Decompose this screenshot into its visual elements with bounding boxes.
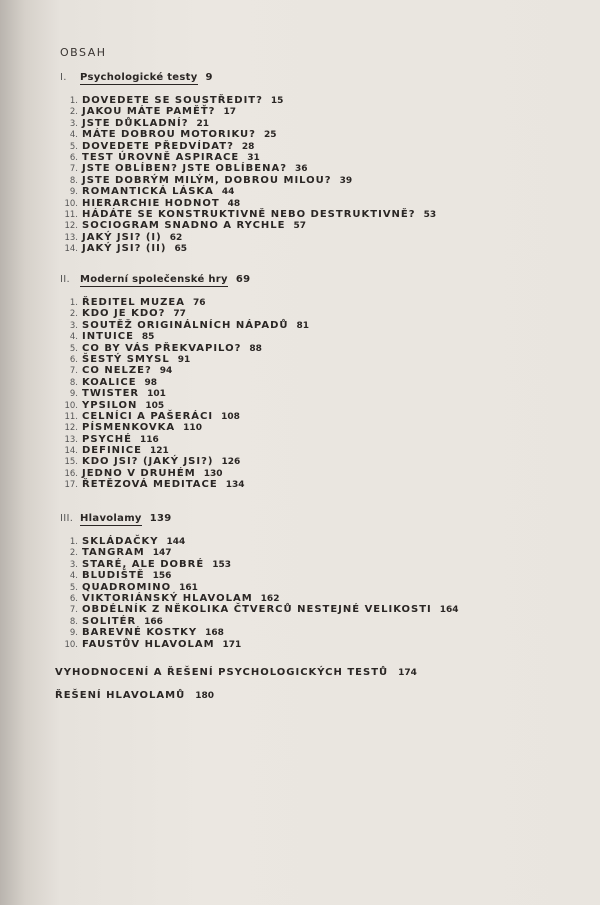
entry-title: DOVEDETE SE SOUSTŘEDIT? — [82, 95, 263, 106]
entry-number: 14. — [64, 244, 78, 255]
entry-page: 156 — [152, 571, 172, 582]
entry-page: 164 — [439, 605, 459, 616]
entry-number: 8. — [69, 616, 78, 627]
entry-page: 91 — [177, 354, 191, 365]
entry-page: 39 — [339, 175, 353, 186]
entry-title: OBDÉLNÍK Z NĚKOLIKA ČTVERCŮ NESTEJNÉ VELIKOSTI — [82, 604, 432, 616]
toc-entry — [60, 377, 309, 388]
entry-title: ROMANTICKÁ LÁSKA — [82, 186, 214, 198]
entry-title: ŠESTÝ SMYSL — [82, 353, 170, 365]
entry-number: 13. — [64, 232, 78, 243]
entry-title: CO BY VÁS PŘEKVAPILO? — [82, 342, 242, 354]
entry-title: SOLITÉR — [82, 615, 137, 627]
toc-entry — [60, 434, 309, 445]
entry-number: 4. — [69, 571, 78, 582]
entry-page: 153 — [212, 559, 231, 570]
entry-number: 10. — [64, 198, 78, 209]
page-heading: OBSAH — [60, 46, 107, 59]
entry-number: 8. — [69, 175, 78, 186]
entry-number: 9. — [69, 628, 78, 639]
entry-title: JSTE OBLÍBEN? JSTE OBLÍBENA? — [82, 163, 288, 175]
entry-title: HÁDÁTE SE KONSTRUKTIVNĚ NEBO DESTRUKTIVNĚ? — [82, 208, 416, 220]
toc-entry — [60, 209, 436, 220]
entry-page: 21 — [196, 118, 210, 129]
entry-number: 11. — [64, 209, 78, 220]
toc-entry-evaluation — [55, 667, 417, 678]
entry-title: JAKOU MÁTE PAMĚŤ? — [82, 106, 216, 118]
section-number: II. — [60, 274, 70, 285]
entry-page: 130 — [203, 468, 223, 479]
section-title — [60, 513, 459, 526]
entry-page: 98 — [144, 377, 158, 388]
entry-title: VIKTORIÁNSKÝ HLAVOLAM — [82, 592, 253, 604]
entry-title: PSYCHÉ — [82, 433, 132, 445]
entry-number: 12. — [64, 221, 78, 232]
entry-page: 53 — [423, 209, 437, 220]
entry-title: SOUTĚŽ ORIGINÁLNÍCH NÁPADŮ — [82, 319, 289, 331]
entry-title: BLUDIŠTĚ — [82, 570, 145, 582]
toc-entry — [60, 163, 436, 174]
entry-title: TEST ÚROVNĚ ASPIRACE — [82, 151, 240, 163]
section-title — [60, 72, 436, 85]
entry-title: HIERARCHIE HODNOT — [82, 197, 220, 209]
entry-title: CO NELZE? — [82, 365, 152, 377]
toc-entry — [60, 152, 436, 163]
entry-page: 171 — [222, 639, 242, 650]
entry-number: 3. — [69, 559, 78, 570]
toc-entry — [60, 320, 309, 331]
toc-entry — [60, 593, 459, 604]
entry-page: 147 — [152, 548, 172, 559]
toc-entry — [60, 468, 309, 479]
entry-number: 3. — [69, 118, 78, 129]
toc-entry — [60, 570, 459, 581]
entry-title: SOCIOGRAM SNADNO A RYCHLE — [82, 220, 286, 232]
toc-entry — [60, 308, 309, 319]
entry-page: 44 — [221, 187, 235, 198]
entry-number: 6. — [69, 354, 78, 365]
entry-page: 168 — [205, 628, 224, 639]
toc-entry — [60, 411, 309, 422]
entry-number: 10. — [64, 639, 78, 650]
entry-number: 15. — [64, 457, 78, 468]
section-title — [60, 274, 309, 287]
toc-entry — [60, 547, 459, 558]
toc-entry — [60, 639, 459, 650]
entry-page: 108 — [221, 411, 240, 422]
entry-title: JSTE DOBRÝM MILÝM, DOBROU MILOU? — [82, 174, 332, 186]
entry-number: 5. — [69, 343, 78, 354]
entry-title: KOALICE — [82, 376, 137, 388]
entry-number: 2. — [69, 548, 78, 559]
entry-page: 77 — [173, 309, 186, 320]
entry-page: 105 — [145, 400, 165, 411]
entry-title: FAUSTŮV HLAVOLAM — [82, 638, 215, 650]
toc-entry — [60, 95, 436, 106]
toc-entry — [60, 479, 309, 490]
toc-entry — [60, 118, 436, 129]
entry-number: 7. — [69, 164, 78, 175]
entry-title: BAREVNÉ KOSTKY — [82, 627, 198, 639]
toc-entry — [60, 186, 436, 197]
toc-entry — [60, 331, 309, 342]
entry-page: 36 — [295, 164, 308, 175]
toc-entry — [60, 129, 436, 140]
toc-section-3 — [60, 513, 459, 650]
entry-title: JSTE DŮKLADNÍ? — [82, 117, 189, 129]
entry-title: JAKÝ JSI? (I) — [82, 231, 162, 243]
entry-number: 8. — [69, 377, 78, 388]
section-name: Psychologické testy — [80, 72, 198, 83]
entry-page: 134 — [225, 480, 245, 491]
entry-page: 166 — [144, 616, 163, 627]
toc-section-1 — [60, 72, 436, 254]
entry-title: DOVEDETE PŘEDVÍDAT? — [82, 140, 234, 152]
section-number: I. — [60, 72, 67, 83]
entry-number: 5. — [69, 582, 78, 593]
entry-title: ŘEDITEL MUZEA — [82, 297, 185, 308]
entry-number: 13. — [64, 434, 78, 445]
toc-entry — [60, 297, 309, 308]
entry-title: JEDNO V DRUHÉM — [82, 467, 196, 479]
entry-number: 2. — [69, 309, 78, 320]
entry-title: KDO JE KDO? — [82, 308, 166, 320]
entry-page: 110 — [183, 423, 202, 434]
entry-number: 2. — [69, 107, 78, 118]
toc-entry — [60, 422, 309, 433]
entry-number: 7. — [69, 366, 78, 377]
entry-page: 25 — [263, 130, 277, 141]
entry-page: 116 — [139, 434, 159, 445]
toc-entry — [60, 456, 309, 467]
toc-entry — [60, 220, 436, 231]
entry-number: 3. — [69, 320, 78, 331]
entry-title: INTUICE — [82, 331, 134, 343]
entry-page: 144 — [166, 537, 186, 547]
toc-entry — [60, 365, 309, 376]
entry-title: TANGRAM — [82, 547, 145, 559]
entry-page: 62 — [169, 232, 183, 243]
toc-entry — [60, 106, 436, 117]
entry-number: 17. — [64, 480, 78, 491]
section-number: III. — [60, 513, 74, 524]
entry-page: 65 — [174, 244, 187, 255]
entry-number: 4. — [69, 130, 78, 141]
entry-page: 17 — [223, 107, 236, 118]
entry-title: STARÉ, ALE DOBRÉ — [82, 558, 205, 570]
section-items — [60, 536, 459, 650]
entry-page: 101 — [147, 389, 166, 400]
entry-number: 6. — [69, 152, 78, 163]
entry-title: DEFINICE — [82, 445, 142, 457]
toc-entry — [60, 400, 309, 411]
entry-page: 94 — [159, 366, 173, 377]
entry-page: 31 — [247, 152, 260, 163]
entry-title: TWISTER — [82, 388, 140, 400]
toc-entry — [60, 536, 459, 547]
entry-number: 1. — [69, 537, 78, 547]
toc-entry — [60, 388, 309, 399]
entry-page: 126 — [221, 457, 241, 468]
entry-page: 85 — [141, 332, 155, 343]
entry-number: 7. — [69, 605, 78, 616]
toc-entry — [60, 175, 436, 186]
entry-title: MÁTE DOBROU MOTORIKU? — [82, 129, 256, 141]
entry-number: 12. — [64, 423, 78, 434]
toc-entry-puzzle-solutions — [55, 690, 214, 701]
entry-number: 9. — [69, 389, 78, 400]
toc-entry — [60, 616, 459, 627]
section-page: 9 — [205, 72, 213, 83]
toc-entry — [60, 627, 459, 638]
entry-number: 4. — [69, 332, 78, 343]
entry-page: 161 — [179, 582, 198, 593]
toc-entry — [60, 354, 309, 365]
entry-title: ŘEŠENÍ HLAVOLAMŮ — [55, 690, 186, 701]
entry-title: JAKÝ JSI? (II) — [82, 243, 167, 255]
toc-entry — [60, 198, 436, 209]
entry-page: 88 — [249, 343, 262, 354]
entry-title: QUADROMINO — [82, 581, 172, 593]
entry-number: 9. — [69, 187, 78, 198]
entry-title: KDO JSI? (JAKÝ JSI?) — [82, 456, 214, 468]
entry-title: YPSILON — [82, 399, 138, 411]
section-page: 69 — [235, 274, 251, 285]
entry-page: 48 — [227, 198, 241, 209]
section-page: 139 — [149, 513, 172, 524]
entry-number: 1. — [69, 96, 78, 106]
entry-page: 57 — [293, 221, 307, 232]
toc-entry — [60, 232, 436, 243]
entry-page: 174 — [398, 668, 417, 678]
entry-page: 162 — [260, 593, 280, 604]
entry-page: 28 — [241, 141, 255, 152]
entry-title: VYHODNOCENÍ A ŘEŠENÍ PSYCHOLOGICKÝCH TESTŮ — [55, 667, 389, 678]
entry-number: 5. — [69, 141, 78, 152]
entry-number: 14. — [64, 446, 78, 457]
entry-title: SKLÁDAČKY — [82, 536, 159, 547]
section-items — [60, 297, 309, 491]
toc-entry — [60, 445, 309, 456]
entry-number: 10. — [64, 400, 78, 411]
entry-title: ŘETĚZOVÁ MEDITACE — [82, 479, 218, 491]
toc-entry — [60, 604, 459, 615]
toc-entry — [60, 243, 436, 254]
entry-page: 81 — [296, 320, 310, 331]
entry-page: 76 — [192, 298, 206, 308]
section-items — [60, 95, 436, 254]
entry-page: 180 — [195, 691, 214, 701]
entry-title: PÍSMENKOVKA — [82, 422, 176, 434]
entry-number: 1. — [69, 298, 78, 308]
toc-entry — [60, 559, 459, 570]
entry-page: 121 — [149, 446, 169, 457]
toc-section-2 — [60, 274, 309, 491]
toc-entry — [60, 582, 459, 593]
entry-number: 16. — [64, 468, 78, 479]
section-name: Hlavolamy — [80, 513, 142, 524]
section-name: Moderní společenské hry — [80, 274, 228, 285]
entry-page: 15 — [270, 96, 284, 106]
toc-entry — [60, 343, 309, 354]
entry-title: CELNÍCI A PAŠERÁCI — [82, 410, 214, 422]
entry-number: 11. — [64, 411, 78, 422]
toc-entry — [60, 141, 436, 152]
entry-number: 6. — [69, 593, 78, 604]
